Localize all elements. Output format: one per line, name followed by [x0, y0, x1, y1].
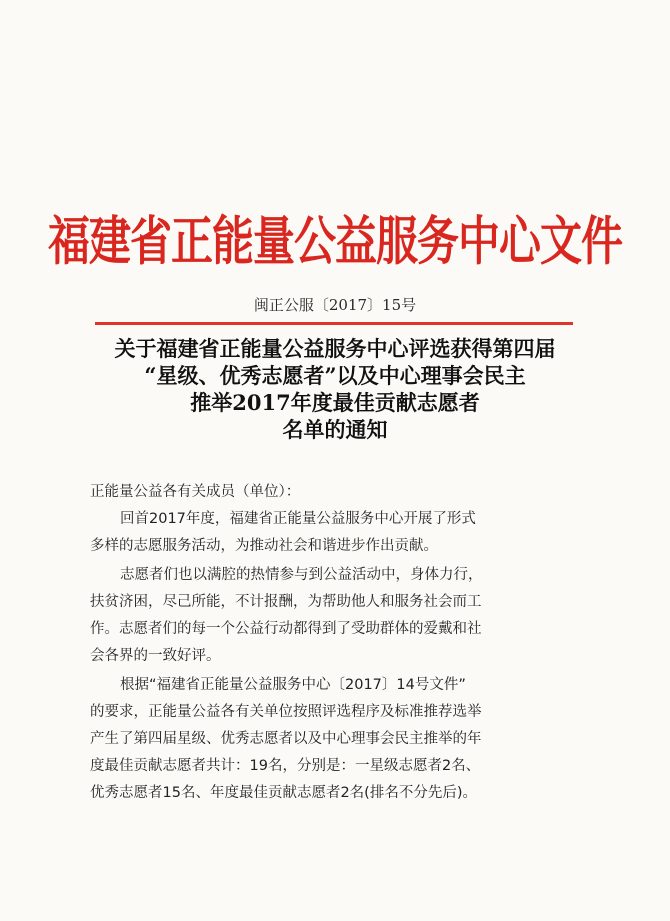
paragraph-review — [90, 506, 582, 560]
paragraph-line: 回首2017年度，福建省正能量公益服务中心开展了形式 — [120, 511, 476, 527]
paragraph-volunteers — [90, 562, 582, 670]
paragraph-line: 产生了第四届星级、优秀志愿者以及中心理事会民主推举的年 — [90, 731, 482, 747]
paragraph-line: 作。志愿者们的每一个公益行动都得到了受助群体的爱戴和社 — [90, 621, 482, 637]
paragraph-line: 扶贫济困，尽己所能，不计报酬，为帮助他人和服务社会而工 — [90, 594, 482, 610]
paragraph-line: 会各界的一致好评。 — [90, 648, 221, 664]
notice-body — [90, 478, 582, 809]
paragraph-selection — [90, 672, 582, 807]
paragraph-line: 根据“福建省正能量公益服务中心〔2017〕14号文件” — [120, 677, 466, 693]
paragraph-line: 优秀志愿者15名、年度最佳贡献志愿者2名(排名不分先后)。 — [90, 785, 477, 801]
paragraph-line: 多样的志愿服务活动，为推动社会和谐进步作出贡献。 — [90, 538, 438, 554]
notice-title-line: 名单的通知 — [282, 417, 388, 442]
document-number: 闽正公服〔2017〕15号 — [253, 296, 417, 314]
org-header-title: 福建省正能量公益服务中心文件 — [47, 210, 622, 272]
paragraph-line: 度最佳贡献志愿者共计：19名，分别是：一星级志愿者2名、 — [90, 758, 481, 774]
salutation: 正能量公益各有关成员（单位）： — [90, 484, 301, 500]
paragraph-line: 志愿者们也以满腔的热情参与到公益活动中，身体力行， — [120, 567, 483, 583]
notice-title-line: “星级、优秀志愿者”以及中心理事会民主 — [144, 363, 526, 388]
red-divider-line — [95, 322, 573, 325]
paragraph-line: 的要求，正能量公益各有关单位按照评选程序及标准推荐选举 — [90, 704, 482, 720]
notice-title-line: 推举2017年度最佳贡献志愿者 — [190, 390, 480, 415]
notice-title — [70, 335, 600, 443]
notice-title-line: 关于福建省正能量公益服务中心评选获得第四届 — [114, 336, 556, 361]
